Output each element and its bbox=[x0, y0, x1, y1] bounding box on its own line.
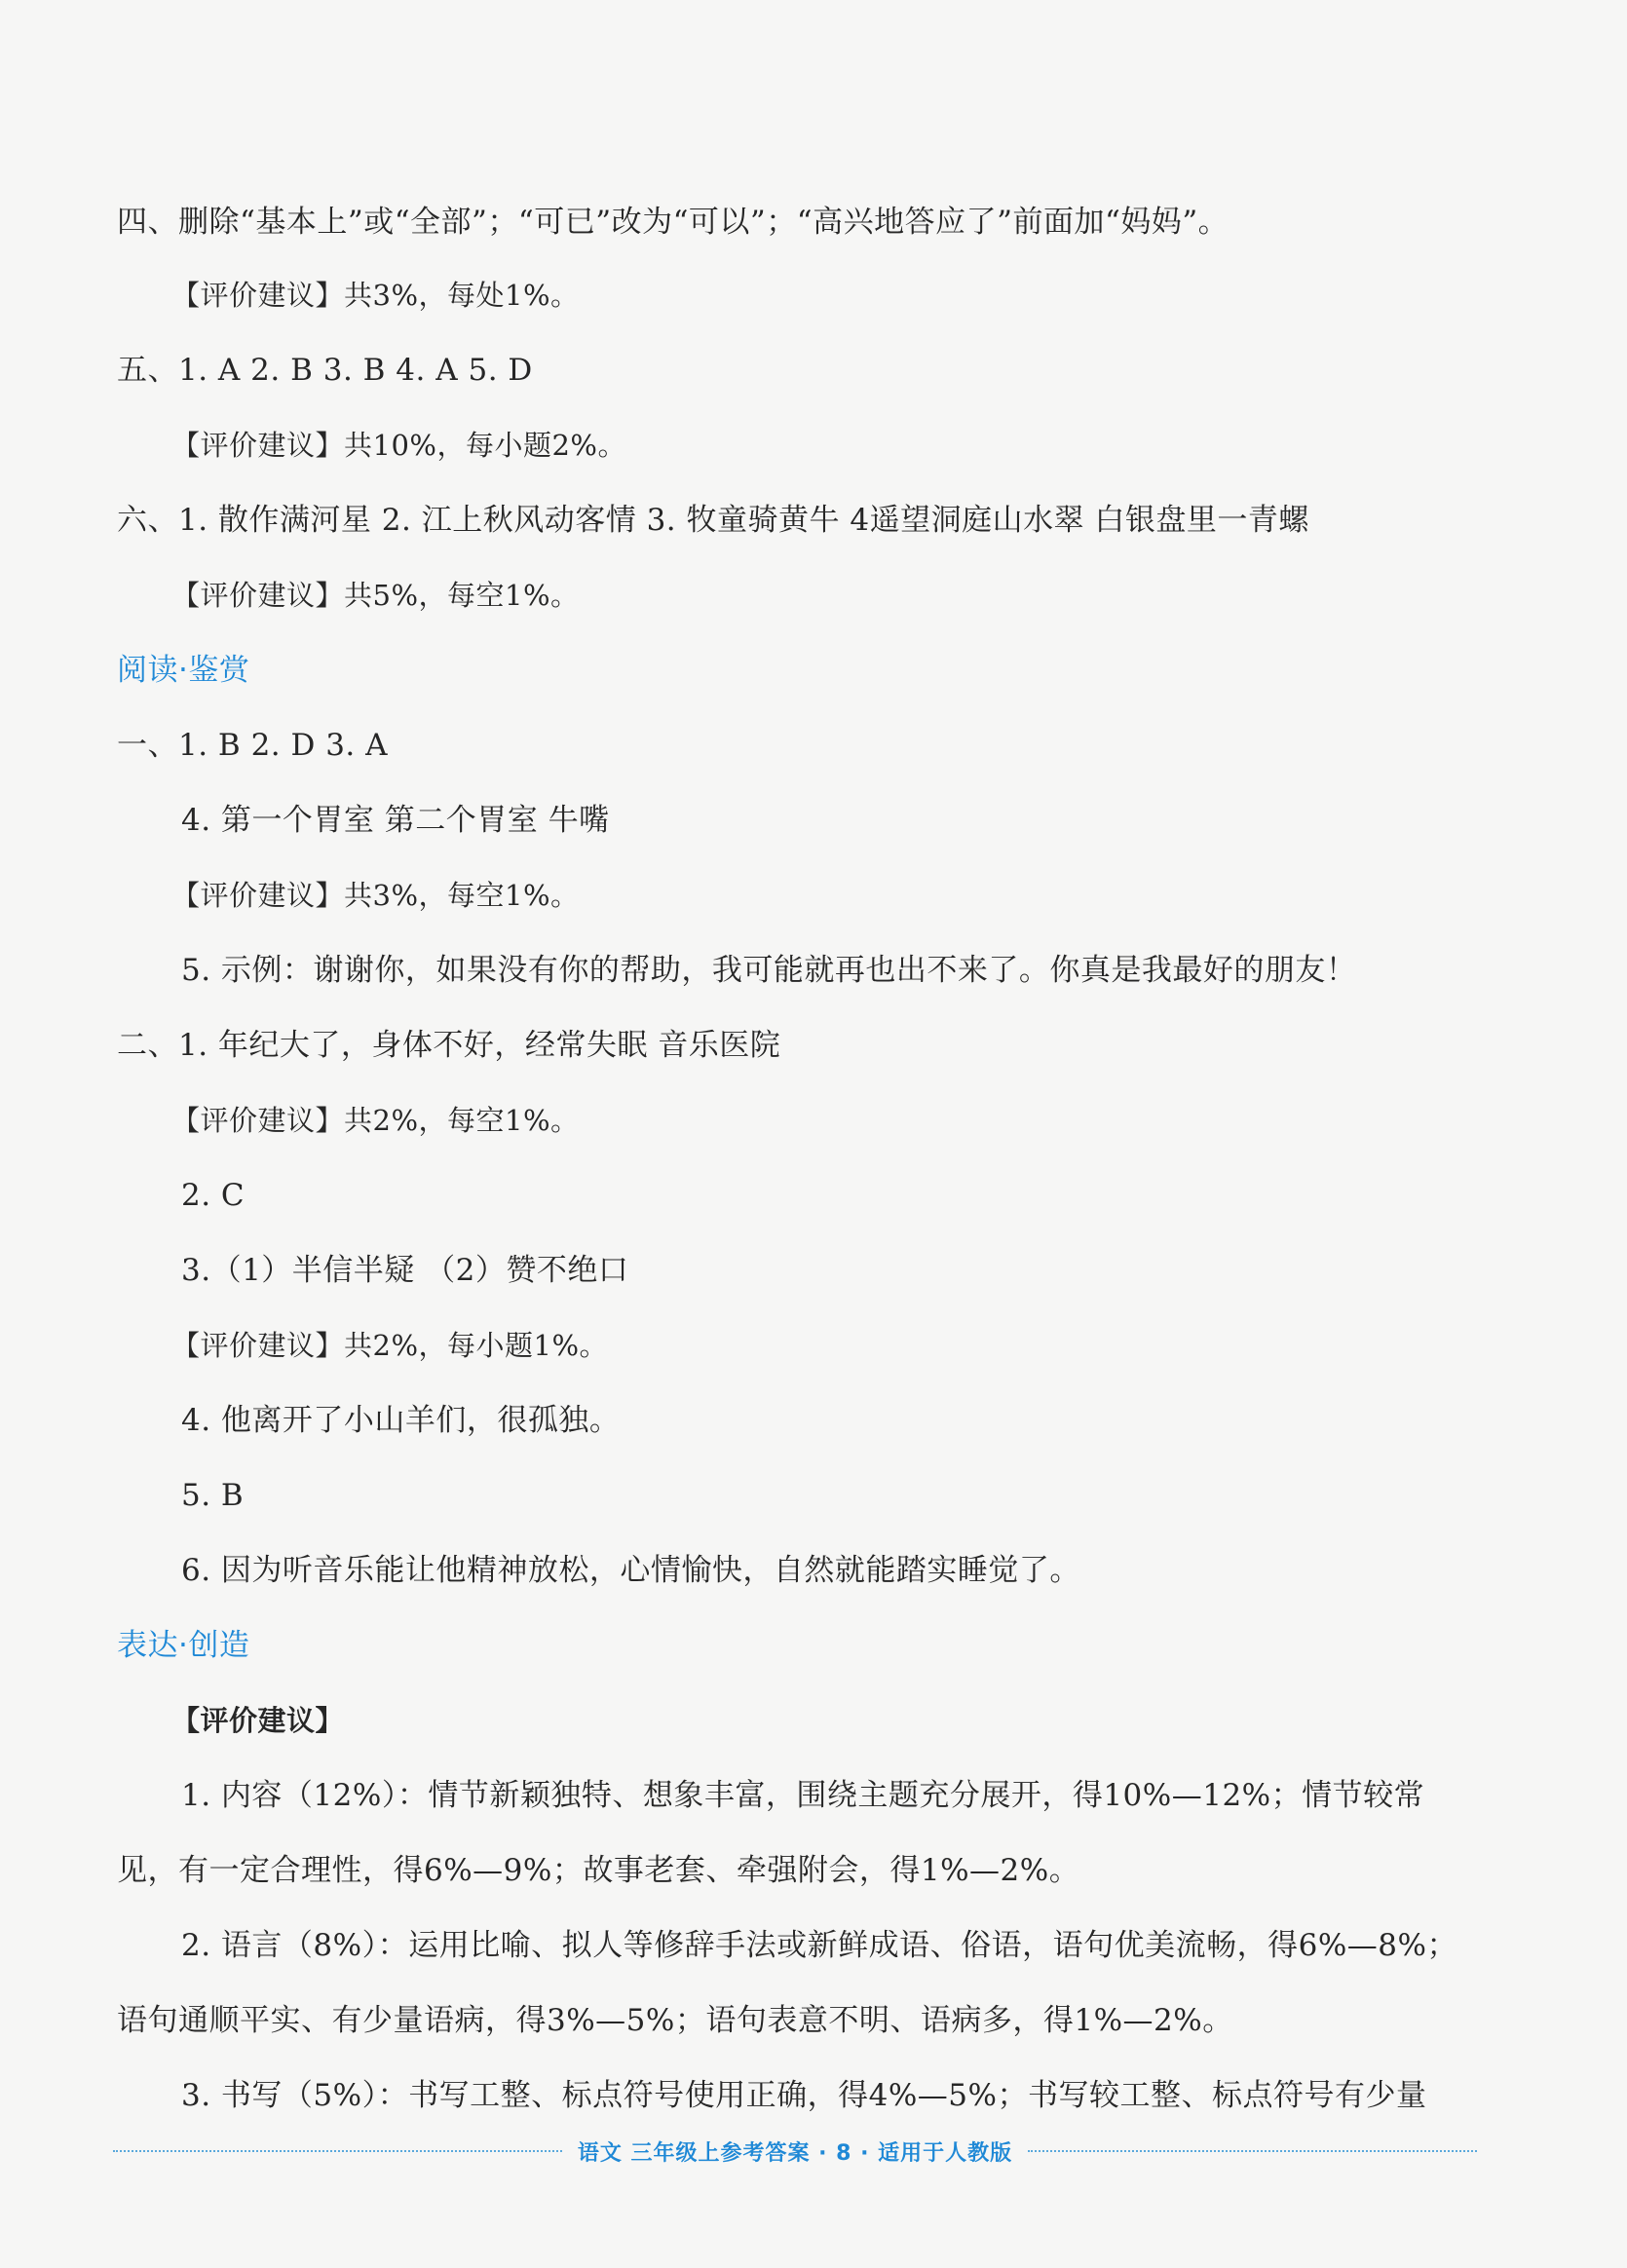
answer-line: 一、1. B 2. D 3. A bbox=[117, 728, 389, 763]
answer-line: 2. C bbox=[181, 1178, 246, 1213]
criteria-writing: 3. 书写（5%）：书写工整、标点符号使用正确，得4%—5%；书写较工整、标点符号有少量 bbox=[181, 2078, 1427, 2113]
answer-line: 5. B bbox=[181, 1478, 245, 1513]
answer-line-4: 四、删除“基本上”或“全部”；“可已”改为“可以”；“高兴地答应了”前面加“妈妈”。 bbox=[117, 205, 1230, 240]
criteria-content: 1. 内容（12%）：情节新颖独特、想象丰富，围绕主题充分展开，得10%—12%；情节较常 bbox=[181, 1778, 1425, 1813]
criteria-content-cont: 见，有一定合理性，得6%—9%；故事老套、牵强附会，得1%—2%。 bbox=[117, 1853, 1080, 1888]
answer-line: 5. 示例：谢谢你，如果没有你的帮助，我可能就再也出不来了。你真是我最好的朋友！ bbox=[181, 953, 1357, 988]
criteria-language: 2. 语言（8%）：运用比喻、拟人等修辞手法或新鲜成语、俗语，语句优美流畅，得6%—8%； bbox=[181, 1928, 1457, 1963]
section-heading-expression: 表达·创造 bbox=[117, 1628, 250, 1663]
answer-line: 4. 第一个胃室 第二个胃室 牛嘴 bbox=[181, 803, 610, 838]
page-footer bbox=[113, 2132, 1477, 2171]
footer-divider-left bbox=[113, 2150, 562, 2152]
answer-line-6: 六、1. 散作满河星 2. 江上秋风动客情 3. 牧童骑黄牛 4遥望洞庭山水翠 白银盘里一青螺 bbox=[117, 503, 1309, 538]
footer-divider-right bbox=[1028, 2150, 1477, 2152]
answer-line-5: 五、1. A 2. B 3. B 4. A 5. D bbox=[117, 353, 533, 388]
criteria-language-cont: 语句通顺平实、有少量语病，得3%—5%；语句表意不明、语病多，得1%—2%。 bbox=[117, 2003, 1233, 2038]
section-heading-reading: 阅读·鉴赏 bbox=[117, 653, 250, 688]
footer-text: 语文 三年级上参考答案 · 8 · 适用于人教版 bbox=[577, 2140, 1013, 2166]
evaluation-note: 【评价建议】共3%，每处1%。 bbox=[171, 279, 580, 312]
evaluation-note: 【评价建议】共10%，每小题2%。 bbox=[171, 429, 626, 462]
evaluation-note: 【评价建议】共5%，每空1%。 bbox=[171, 579, 580, 612]
answer-line: 3.（1）半信半疑 （2）赞不绝口 bbox=[181, 1253, 629, 1288]
answer-line: 6. 因为听音乐能让他精神放松，心情愉快，自然就能踏实睡觉了。 bbox=[181, 1553, 1080, 1588]
answer-line: 二、1. 年纪大了，身体不好，经常失眠 音乐医院 bbox=[117, 1028, 781, 1063]
answer-line: 4. 他离开了小山羊们，很孤独。 bbox=[181, 1403, 621, 1438]
evaluation-note: 【评价建议】共3%，每空1%。 bbox=[171, 879, 580, 912]
evaluation-heading: 【评价建议】 bbox=[171, 1704, 345, 1737]
evaluation-note: 【评价建议】共2%，每空1%。 bbox=[171, 1104, 580, 1137]
evaluation-note: 【评价建议】共2%，每小题1%。 bbox=[171, 1329, 609, 1362]
